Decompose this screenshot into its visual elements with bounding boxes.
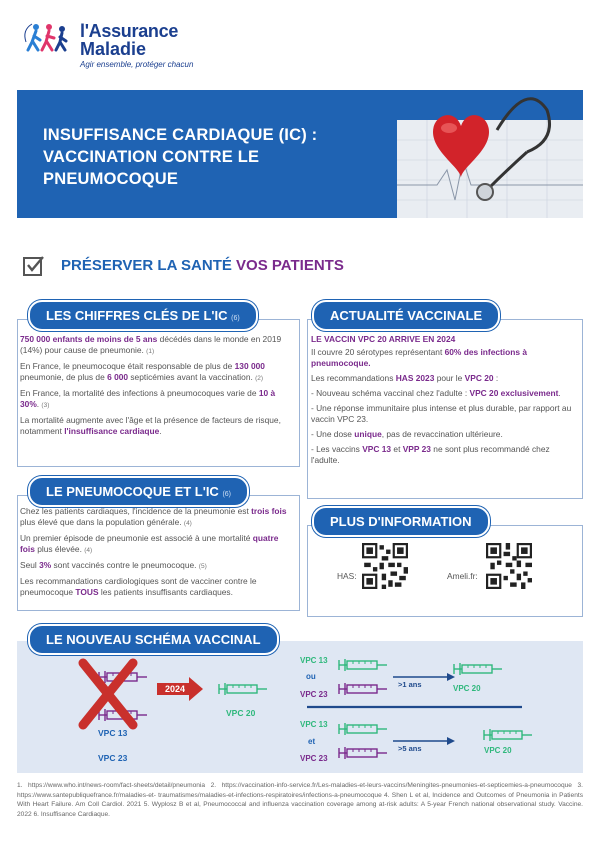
new-vpc20-label: VPC 20 <box>226 708 256 718</box>
cancel-cross-icon <box>83 663 133 725</box>
year-label: 2024 <box>165 684 186 694</box>
has-label: HAS: <box>337 571 357 581</box>
row2-vpc20-label: VPC 20 <box>484 746 512 755</box>
section-heading: PRÉSERVER LA SANTÉ VOS PATIENTS <box>61 257 344 274</box>
row1-vpc20-label: VPC 20 <box>453 684 481 693</box>
row1-vpc23-label: VPC 23 <box>300 690 328 699</box>
hero-banner <box>17 90 583 218</box>
row1-vpc13-label: VPC 13 <box>300 656 328 665</box>
vaccine-schedule-header: LE NOUVEAU SCHÉMA VACCINAL <box>28 624 279 655</box>
row1-interval-label: >1 ans <box>398 680 422 689</box>
ameli-qr-code-icon[interactable] <box>486 543 532 589</box>
pneumococcus-body: Chez les patients cardiaques, l'incidence de la pneumonie est trois fois plus élevé que dans la population générale. (4) Un premier épisode de pneumonie est associé à une mortalité quatre fois plus élevée. (4) Seul 3% sont vaccinés contre le pneumocoque. (5) Les recommandations cardiologiques sont de vacciner contre le pneumocoque TOUS les patients insuffisants cardiaques. <box>20 506 287 597</box>
brand-name-line2: Maladie <box>80 39 147 59</box>
old-vpc13-label: VPC 13 <box>98 728 128 738</box>
assurance-maladie-logo-icon <box>18 14 80 60</box>
key-figures-body: 750 000 enfants de moins de 5 ans décédés dans le monde en 2019 (14%) pour cause de pneumonie. (1) En France, le pneumocoque était responsable de plus de 130 000 pneumonie, de plus de 6 000 septicémies avant la vaccination. (2) En France, la mortalité des infections à pneumocoques varie de 10 à 30%. (3) La mortalité augmente avec l'âge et la présence de facteurs de risque, notamment l'insuffisance cardiaque. <box>20 334 282 436</box>
vaccine-news-body: LE VACCIN VPC 20 ARRIVE EN 2024 Il couvre 20 sérotypes représentant 60% des infections à pneumocoque. Les recommandations HAS 2023 pour le VPC 20 : - Nouveau schéma vaccinal chez l'adulte : VPC 20 exclusivement. - Une réponse immunitaire plus intense et plus durable, par rapport au vaccin VPC 23. - Une dose unique, pas de revaccination ultérieure. - Les vaccins VPC 13 et VPP 23 ne sont plus recommandé chez l'adulte. <box>311 334 572 465</box>
row1-vpc13-syringe-icon <box>339 659 387 671</box>
row2-interval-label: >5 ans <box>398 744 422 753</box>
checkbox-checked-icon <box>22 254 46 278</box>
row2-vpc23-syringe-icon <box>339 747 387 759</box>
page-title: INSUFFISANCE CARDIAQUE (IC) : VACCINATION CONTRE LE PNEUMOCOQUE <box>43 126 318 188</box>
more-info-header: PLUS D'INFORMATION <box>312 506 490 537</box>
footnotes: 1. https://www.who.int/news-room/fact-sheets/detail/pneumonia 2. https://vaccination-info-service.fr/Les-maladies-et-leurs-vaccins/Meningites-pneumonies-et-septicemies-a-pneumocoque 3. https://www.santepubliquefrance.fr/maladies-et- traumatismes/maladies-et-infections-respiratoires/infections-a-pneumocoque 4. Shen L et al, Incidence and Outcomes of Pneumonia in Patients With Heart Failure. Am Coll Cardiol. 2021 5. Wyplosz B et al, Pneumococcal and influenza vaccination coverage among at-risk adults: A 5-year French national observational study. Vaccine. 2022 6. Insuffisance Cardiaque. <box>17 782 583 818</box>
new-vpc20-syringe-icon <box>219 683 267 695</box>
old-vpc23-label: VPC 23 <box>98 753 128 763</box>
row2-and-label: et <box>308 737 316 746</box>
vaccine-news-header: ACTUALITÉ VACCINALE <box>312 300 500 331</box>
brand-tagline: Agir ensemble, protéger chacun <box>80 60 194 69</box>
row2-vpc20-syringe-icon <box>484 729 532 741</box>
row1-vpc23-syringe-icon <box>339 683 387 695</box>
row1-vpc20-syringe-icon <box>454 663 502 675</box>
row2-vpc23-label: VPC 23 <box>300 754 328 763</box>
key-figures-header: LES CHIFFRES CLÉS DE L'IC (6) <box>28 300 258 331</box>
heart-stethoscope-illustration <box>377 90 583 218</box>
pneumococcus-header: LE PNEUMOCOQUE ET L'IC (6) <box>28 476 249 507</box>
brand-name-line1: l'Assurance <box>80 21 179 41</box>
row2-vpc13-label: VPC 13 <box>300 720 328 729</box>
ameli-label: Ameli.fr: <box>447 571 478 581</box>
row1-or-label: ou <box>306 672 316 681</box>
row2-vpc13-syringe-icon <box>339 723 387 735</box>
has-qr-code-icon[interactable] <box>362 543 408 589</box>
